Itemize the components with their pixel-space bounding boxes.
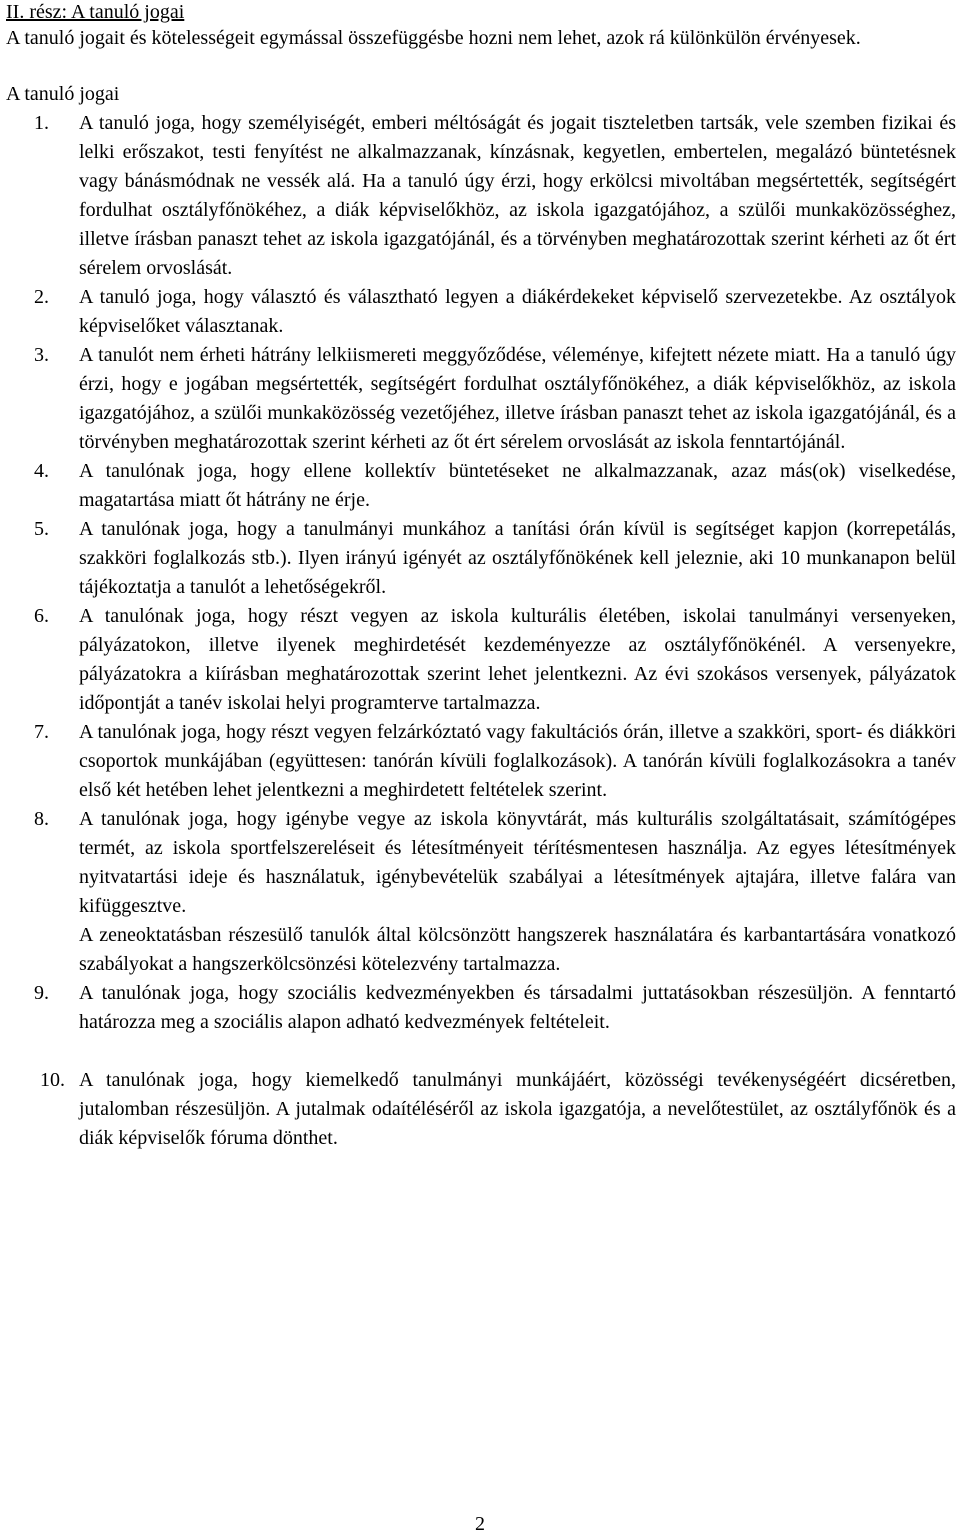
section-intro: A tanuló jogait és kötelességeit egymással összefüggésbe hozni nem lehet, azok rá különkülön érvényesek. [6,27,861,49]
right-item [6,109,956,283]
right-number: 8. [34,808,49,830]
right-item [6,1066,956,1153]
right-paragraph: A tanuló joga, hogy választó és választható legyen a diákérdekeket képviselő szervezetekbe. Az osztályok képviselőket választanak. [79,286,956,337]
right-item [6,602,956,718]
right-item [6,341,956,457]
right-paragraph: A tanulót nem érheti hátrány lelkiismereti meggyőződése, véleménye, kifejtett nézete miatt. Ha a tanuló úgy érzi, hogy e jogában megsértették, segítségért fordulhat osztályfőnökéhez, a diák képviselőkhöz, az iskola igazgatójához, a szülői munkaközösség vezetőjéhez, illetve írásban panaszt tehet az iskola igazgatójánál, és a törvényben meghatározottak szerint kérheti az őt ért sérelem orvoslását az iskola fenntartójánál. [79,344,956,453]
rights-list [6,109,956,1153]
right-paragraph: A zeneoktatásban részesülő tanulók által kölcsönzött hangszerek használatára és karbantartására vonatkozó szabályokat a hangszerkölcsönzési kötelezvény tartalmazza. [79,924,956,975]
right-item [6,283,956,341]
right-item [6,718,956,805]
right-text [79,979,956,1037]
right-text [79,515,956,602]
right-number: 3. [34,344,49,366]
right-text [79,341,956,457]
right-number: 9. [34,982,49,1004]
right-paragraph: A tanulónak joga, hogy részt vegyen felzárkóztató vagy fakultációs órán, illetve a szakköri, sport- és diákköri csoportok munkájában (együttesen: tanórán kívüli foglalkozások). A tanórán kívüli foglalkozásokra a tanév első két hetében lehet jelentkezni a meghirdetett feltételek szerint. [79,721,956,801]
right-text [79,1066,956,1153]
right-text [79,805,956,979]
right-text [79,457,956,515]
right-text [79,718,956,805]
right-paragraph: A tanulónak joga, hogy a tanulmányi munkához a tanítási órán kívül is segítséget kapjon (korrepetálás, szakköri foglalkozás stb.). Ilyen irányú igényét az osztályfőnökének kell jeleznie, aki 10 munkanapon belül tájékoztatja a tanulót a lehetőségekről. [79,518,956,598]
right-number: 1. [34,112,49,134]
right-paragraph: A tanulónak joga, hogy igénybe vegye az iskola könyvtárát, más kulturális szolgáltatásait, számítógépes termét, az iskola sportfelszereléseit és létesítményeit térítésmentesen használja. Az egyes létesítmények nyitvatartási ideje és használatuk, igénybevételük szabályai a létesítmények ajtajára, illetve falára van kifüggesztve. [79,808,956,917]
right-paragraph: A tanulónak joga, hogy kiemelkedő tanulmányi munkájáért, közösségi tevékenységéért dicséretben, jutalomban részesüljön. A jutalmak odaítéléséről az iskola igazgatója, a nevelőtestület, az osztályfőnök és a diák képviselők fóruma dönthet. [79,1069,956,1149]
section-title: II. rész: A tanuló jogai [6,1,185,23]
right-item [6,515,956,602]
right-number: 5. [34,518,49,540]
right-paragraph: A tanuló joga, hogy személyiségét, emberi méltóságát és jogait tiszteletben tartsák, vele szemben fizikai és lelki erőszakot, testi fenyítést ne alkalmazzanak, kínzásnak, kegyetlen, embertelen, megalázó büntetésnek vagy bánásmódnak ne vessék alá. Ha a tanuló úgy érzi, hogy erkölcsi mivoltában megsértették, segítségért fordulhat osztályfőnökéhez, a diák képviselőkhöz, az iskola igazgatójához, a szülői munkaközösséghez, illetve írásban panaszt tehet az iskola igazgatójánál, és a törvényben meghatározottak szerint kérheti az őt ért sérelem orvoslását. [79,112,956,279]
right-number: 2. [34,286,49,308]
right-item [6,805,956,979]
page-number: 2 [475,1513,485,1535]
document-page [6,0,956,1153]
right-number: 6. [34,605,49,627]
right-paragraph: A tanulónak joga, hogy szociális kedvezményekben és társadalmi juttatásokban részesüljön. A fenntartó határozza meg a szociális alapon adható kedvezmények feltételeit. [79,982,956,1033]
right-number: 4. [34,460,49,482]
right-item [6,979,956,1037]
rights-subtitle: A tanuló jogai [6,83,120,105]
right-number: 10. [40,1069,65,1091]
right-text [79,283,956,341]
right-number: 7. [34,721,49,743]
right-paragraph: A tanulónak joga, hogy ellene kollektív büntetéseket ne alkalmazzanak, azaz más(ok) viselkedése, magatartása miatt őt hátrány ne érje. [79,460,956,511]
right-item [6,457,956,515]
right-text [79,602,956,718]
right-paragraph: A tanulónak joga, hogy részt vegyen az iskola kulturális életében, iskolai tanulmányi versenyeken, pályázatokon, illetve ilyenek meghirdetését kezdeményezze az osztályfőnökénél. A versenyekre, pályázatokra a kiírásban meghatározottak szerint lehet jelentkezni. Az évi szokásos versenyek, pályázatok időpontját a tanév iskolai helyi programterve tartalmazza. [79,605,956,714]
right-text [79,109,956,283]
